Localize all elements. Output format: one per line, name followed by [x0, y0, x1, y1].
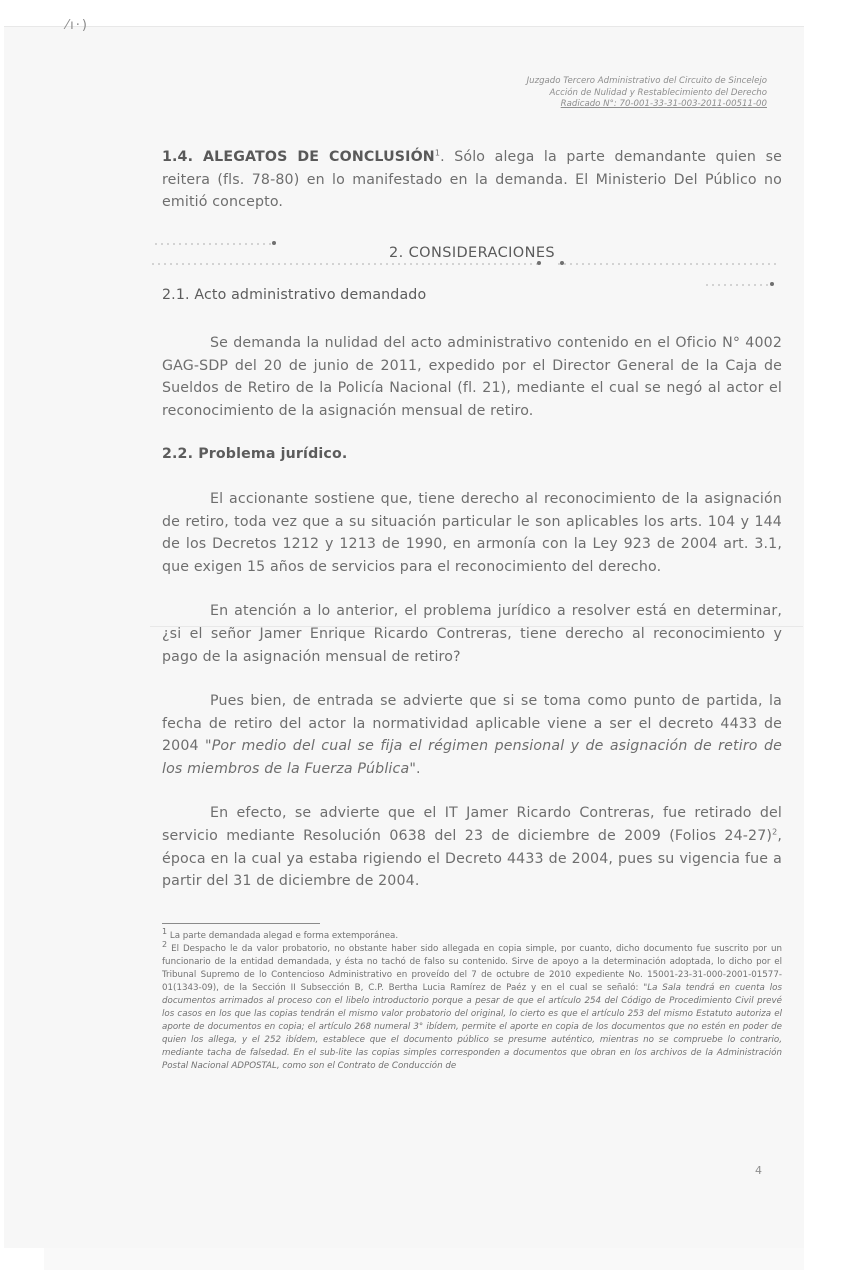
decree-title-quote: "Por medio del cual se fija el régimen pensional y de asignación de retiro de los miembros de la Fuerza Pública"	[162, 738, 782, 777]
section-2-2-paragraph-4	[162, 802, 782, 892]
paragraph-4-part-a: En efecto, se advierte que el IT Jamer Ricardo Contreras, fue retirado del servicio mediante Resolución 0638 del 23 de diciembre de 2009 (Folios 24-27)	[162, 805, 782, 845]
section-2-2-paragraph-2: En atención a lo anterior, el problema jurídico a resolver está en determinar, ¿si el señor Jamer Enrique Ricardo Contreras, tiene derecho al reconocimiento y pago de la asignación mensual de retiro?	[162, 603, 782, 665]
footnote-2	[162, 939, 783, 1073]
paragraph-3-lead: Pues bien, de entrada se advierte que si se toma como punto de partida, la fecha de retiro del actor la normatividad aplicable viene a ser el decreto 4433 de 2004	[162, 693, 782, 755]
section-2-2-paragraph-1: El accionante sostiene que, tiene derecho al reconocimiento de la asignación de retiro, toda vez que a su situación particular le son aplicables los arts. 104 y 144 de los Decretos 1212 y 1213 de 1990, en armonía con la Ley 923 de 2004 art. 3.1, que exigen 15 años de servicios para el reconocimiento del derecho.	[162, 490, 782, 575]
section-2-1-paragraph: Se demanda la nulidad del acto administrativo contenido en el Oficio N° 4002 GAG-SDP del 20 de junio de 2011, expedido por el Director General de la Caja de Sueldos de Retiro de la Policía Nacional (fl. 21), mediante el cual se negó al actor el reconocimiento de la asignación mensual de retiro.	[162, 334, 782, 419]
document-header	[527, 76, 767, 111]
section-2-title: 2. CONSIDERACIONES	[388, 244, 555, 261]
court-name: Juzgado Tercero Administrativo del Circuito de Sincelejo	[526, 76, 767, 86]
case-number: Radicado N°: 70-001-33-31-003-2011-00511-00	[560, 99, 767, 109]
page-number: 4	[755, 1164, 762, 1177]
section-1-4-title: 1.4. ALEGATOS DE CONCLUSIÓN	[162, 149, 435, 165]
section-2-2-paragraph-3	[162, 690, 782, 780]
handwritten-mark: ⁄ı·)	[66, 18, 89, 33]
footnote-1-number: 1	[162, 926, 168, 936]
footnote-2-number: 2	[162, 939, 168, 949]
footnote-ref-2[interactable]: 2	[772, 827, 778, 837]
footnote-2-text: El Despacho le da valor probatorio, no obstante haber sido allegada en copia simple, por cuanto, dicho documento fue suscrito por un funcionario de la entidad demandada, y ésta no tachó de falso su contenido. Sirve de apoyo a la determinación adoptada, lo dicho por el Tribunal Supremo de lo Contencioso Administrativo en proveído del 7 de octubre de 2010 expediente No. 15001-23-31-000-2001-01577-01(1343-09), de la Sección II Subsección B, C.P. Bertha Lucia Ramírez de Paéz y en el cual se señaló:	[162, 943, 782, 993]
paragraph-4-part-b: , época en la cual ya estaba rigiendo el Decreto 4433 de 2004, pues su vigencia fue a partir del 31 de diciembre de 2004.	[162, 828, 782, 890]
section-1-4-text: . Sólo alega la parte demandante quien se reitera (fls. 78-80) en lo manifestado en la demanda. El Ministerio Del Público no emitió concepto.	[162, 149, 782, 211]
page-edge	[44, 1248, 804, 1270]
footnote-separator	[162, 923, 320, 924]
footnote-1-text: La parte demandada alegad e forma extemporánea.	[167, 930, 399, 941]
section-2-2-title: 2.2. Problema jurídico.	[162, 446, 348, 463]
footnote-2-quote: "La Sala tendrá en cuenta los documentos arrimados al proceso con el libelo introductorio porque a pesar de que el artículo 254 del Código de Procedimiento Civil prevé los casos en los que las copias tendrán el mismo valor probatorio del original, lo cierto es que el artículo 253 del mismo Estatuto autoriza el aporte de documentos en copia; el artículo 268 numeral 3° ibídem, permite el aporte en copia de los documentos que no estén en poder de quien los allega, y el 252 ibídem, establece que el documento público se presume auténtico, mientras no se compruebe lo contrario, mediante tacha de falsedad. En el sub-lite las copias simples corresponden a documentos que obran en los archivos de la Administración Postal Nacional ADPOSTAL, como son el Contrato de Conducción de	[162, 982, 783, 1071]
section-2-1-title: 2.1. Acto administrativo demandado	[162, 287, 427, 304]
section-1-4	[162, 146, 782, 214]
document-body	[162, 146, 782, 1073]
footnote-1	[162, 926, 782, 943]
footnote-ref-1[interactable]: 1	[434, 148, 441, 158]
paragraph-3-end: .	[416, 760, 421, 777]
action-type: Acción de Nulidad y Restablecimiento del Derecho	[549, 87, 767, 98]
